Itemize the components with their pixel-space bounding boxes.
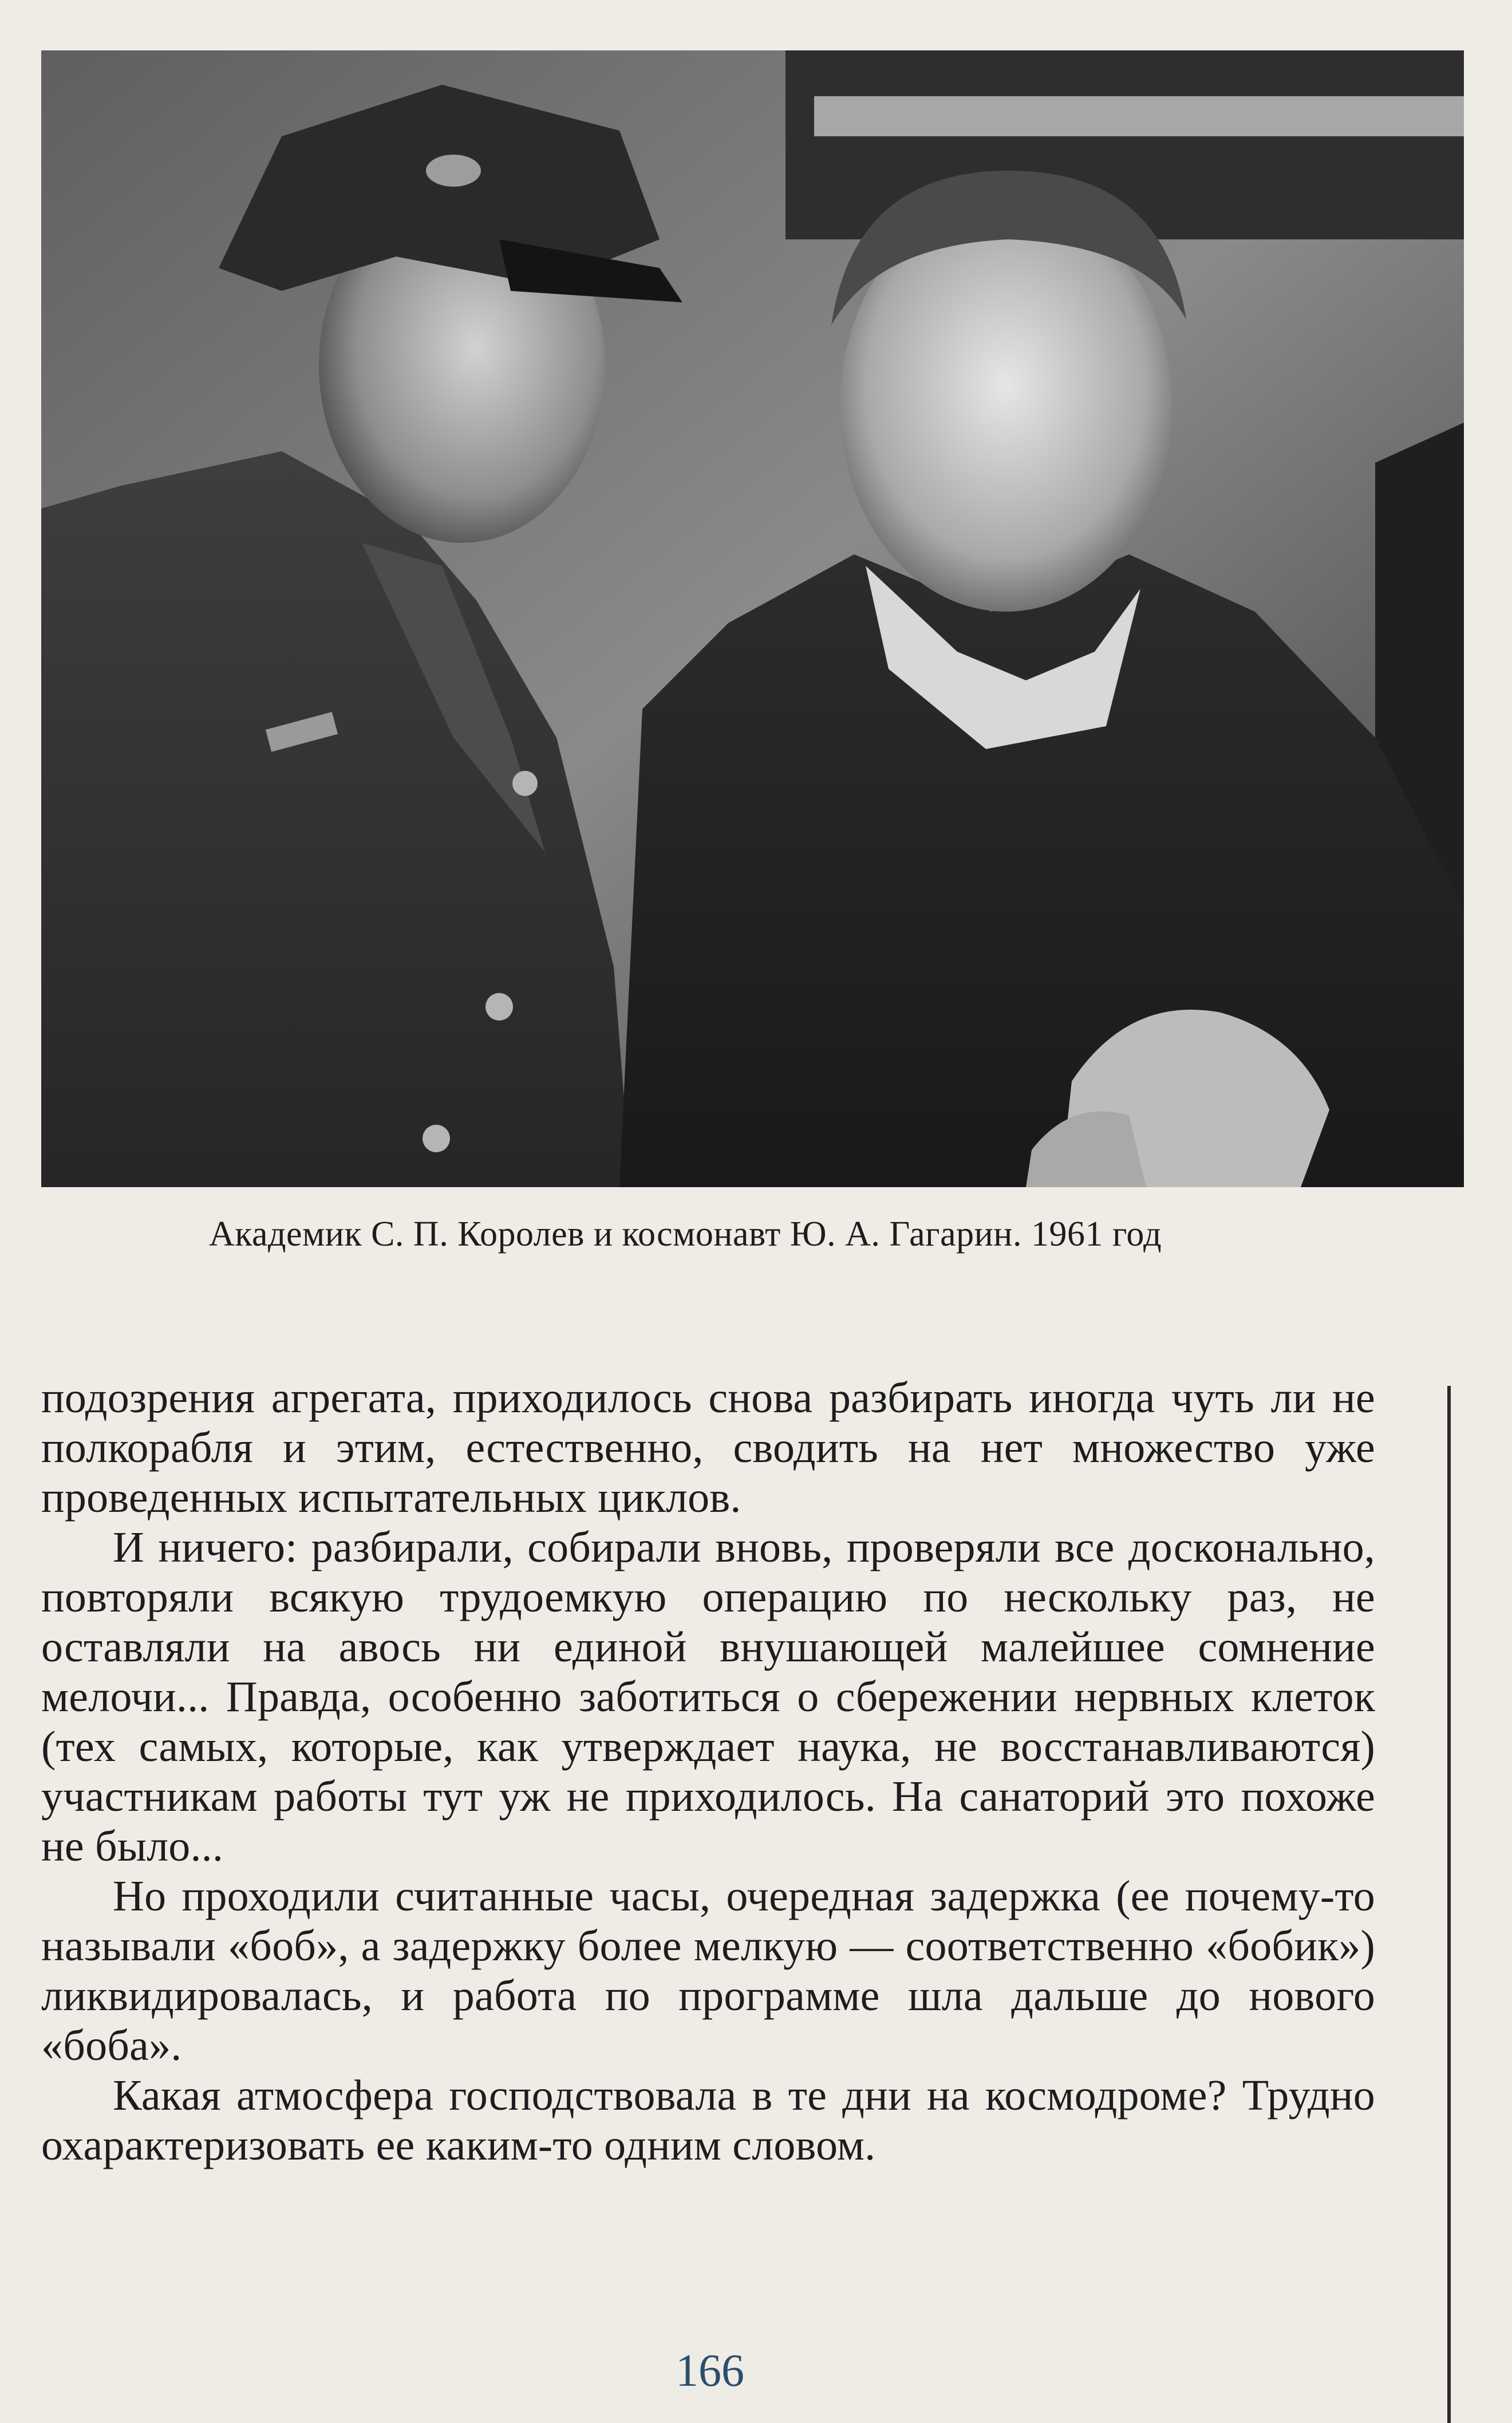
body-text: [41, 1373, 1375, 2170]
photo-caption: Академик С. П. Королев и космонавт Ю. А. Гагарин. 1961 год: [209, 1215, 1162, 1254]
page-edge-shadow: [1447, 1386, 1451, 2423]
paragraph-1: подозрения агрегата, приходилось снова разбирать иногда чуть ли не полкорабля и этим, естественно, сводить на нет множество уже проведенных испытательных циклов.: [41, 1374, 1375, 1522]
paragraph-2: И ничего: разбирали, собирали вновь, проверяли все досконально, повторяли всякую трудоемкую операцию по нескольку раз, не оставляли на авось ни единой внушающей малейшее сомнение мелочи... Правда, особенно заботиться о сбережении нервных клеток (тех самых, которые, как утверждает наука, не восстанавливаются) участникам работы тут уж не приходилось. На санаторий это похоже не было...: [41, 1523, 1375, 1870]
photo-illustration: [41, 50, 1464, 1187]
paragraph-3: Но проходили считанные часы, очередная задержка (ее почему-то называли «боб», а задержку более мелкую — соответственно «бобик») ликвидировалась, и работа по программе шла дальше до нового «боба».: [41, 1872, 1375, 2070]
page-number: 166: [676, 2346, 744, 2396]
paragraph-4: Какая атмосфера господствовала в те дни на космодроме? Трудно охарактеризовать ее каким-то одним словом.: [41, 2071, 1375, 2169]
photo-korolev-gagarin: [41, 50, 1464, 1187]
